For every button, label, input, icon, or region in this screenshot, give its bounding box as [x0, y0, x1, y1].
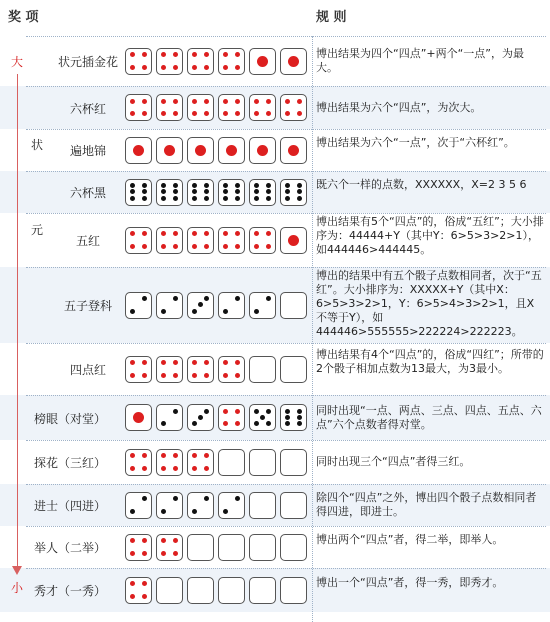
prize-name: 状元插金花: [58, 55, 119, 69]
die-blank-icon: [280, 534, 307, 561]
prize-name: 五红: [76, 234, 101, 248]
rule-text: 同时出现“一点、两点、三点、四点、五点、六点”六个点数者得对堂。: [316, 403, 542, 431]
die-blank-icon: [249, 449, 276, 476]
die-face-5-icon: [249, 404, 276, 431]
prize-name: 五子登科: [64, 299, 113, 313]
die-blank-icon: [249, 356, 276, 383]
prize-header: 奖 项: [8, 10, 39, 25]
die-blank-icon: [280, 292, 307, 319]
prize-row: [0, 343, 550, 395]
rule-text: 博出结果为六个“四点”，为次大。: [316, 100, 482, 114]
die-face-6-icon: [156, 179, 183, 206]
die-face-2-icon: [156, 404, 183, 431]
prize-row: [0, 440, 550, 484]
die-face-4-icon: [125, 534, 152, 561]
rule-text: 博出结果为六个“一点”，次于“六杯红”。: [316, 136, 515, 149]
prize-row: [0, 86, 550, 129]
die-face-4-icon: [280, 94, 307, 121]
rule-header: 规 则: [316, 10, 347, 25]
die-face-4-icon: [187, 94, 214, 121]
dice-group: [125, 213, 307, 267]
prize-name: 进士（四进）: [34, 499, 107, 513]
dice-group: [125, 171, 307, 213]
prize-row: [0, 484, 550, 526]
die-face-4-icon: [125, 449, 152, 476]
die-face-4-icon: [187, 48, 214, 75]
die-face-4-icon: [125, 48, 152, 75]
rule-text: 博出一个“四点”者，得一秀，即秀才。: [316, 576, 504, 589]
dice-group: [125, 129, 307, 171]
die-face-6-icon: [249, 179, 276, 206]
zhuangyuan-label-1: 状: [31, 138, 44, 152]
prize-row: [0, 213, 550, 267]
die-face-4-icon: [218, 356, 245, 383]
prize-row: [0, 171, 550, 213]
dice-group: [125, 484, 307, 526]
die-face-1-icon: [280, 137, 307, 164]
die-face-4-icon: [156, 94, 183, 121]
die-blank-icon: [249, 492, 276, 519]
prize-name: 举人（二举）: [34, 541, 107, 555]
die-face-4-icon: [156, 356, 183, 383]
die-face-2-icon: [187, 492, 214, 519]
die-face-1-icon: [249, 48, 276, 75]
rule-text: 博出结果有5个“四点”的，俗成“五红”；大小排序为：44444+Y（其中Y：6>5>3>2>1），如444446>444445。: [316, 215, 544, 256]
die-face-6-icon: [280, 404, 307, 431]
die-face-4-icon: [156, 48, 183, 75]
prize-name: 四点红: [70, 363, 107, 377]
die-face-6-icon: [218, 179, 245, 206]
die-face-4-icon: [218, 404, 245, 431]
dice-group: [125, 395, 307, 440]
die-face-2-icon: [218, 492, 245, 519]
die-face-4-icon: [125, 356, 152, 383]
prize-row: [0, 129, 550, 171]
die-face-4-icon: [249, 94, 276, 121]
prize-row: [0, 526, 550, 568]
rule-text: 博出两个“四点”者，得二举，即举人。: [316, 533, 504, 546]
prize-name: 榜眼（对堂）: [34, 411, 107, 426]
die-blank-icon: [249, 577, 276, 604]
prize-row: [0, 36, 550, 86]
rank-arrow-line: [17, 74, 18, 568]
rule-text: 既六个一样的点数，XXXXXX，X=2 3 5 6: [316, 178, 527, 191]
die-face-4-icon: [156, 227, 183, 254]
die-face-6-icon: [125, 179, 152, 206]
die-blank-icon: [280, 492, 307, 519]
prize-name: 探花（三红）: [34, 456, 107, 470]
prize-row: [0, 267, 550, 343]
prize-name: 遍地锦: [70, 144, 107, 158]
die-face-1-icon: [218, 137, 245, 164]
die-face-4-icon: [187, 449, 214, 476]
dice-group: [125, 440, 307, 484]
die-face-4-icon: [156, 534, 183, 561]
dice-group: [125, 343, 307, 395]
rank-label-small: 小: [11, 581, 24, 595]
die-face-1-icon: [249, 137, 276, 164]
die-face-1-icon: [187, 137, 214, 164]
die-face-2-icon: [125, 292, 152, 319]
die-blank-icon: [280, 577, 307, 604]
die-face-1-icon: [280, 227, 307, 254]
rank-arrow-down-icon: [12, 566, 22, 575]
die-face-4-icon: [125, 94, 152, 121]
die-face-3-icon: [187, 404, 214, 431]
die-face-4-icon: [187, 356, 214, 383]
die-face-4-icon: [125, 227, 152, 254]
rule-text: 博出结果有4个“四点”的，俗成“四红”；所带的2个骰子相加点数为13最大，为3最小。: [316, 348, 544, 375]
rank-label-big: 大: [11, 55, 24, 69]
die-face-4-icon: [156, 449, 183, 476]
die-blank-icon: [280, 449, 307, 476]
die-face-2-icon: [218, 292, 245, 319]
die-face-4-icon: [218, 227, 245, 254]
die-face-2-icon: [125, 492, 152, 519]
die-face-4-icon: [249, 227, 276, 254]
die-face-6-icon: [187, 179, 214, 206]
die-face-4-icon: [218, 94, 245, 121]
column-divider: [312, 36, 313, 622]
dice-group: [125, 86, 307, 129]
die-face-2-icon: [156, 492, 183, 519]
die-face-1-icon: [280, 48, 307, 75]
prize-row: [0, 568, 550, 612]
rule-text: 除四个“四点”之外，博出四个骰子点数相同者得四进，即进士。: [316, 491, 537, 518]
die-blank-icon: [249, 534, 276, 561]
die-face-2-icon: [249, 292, 276, 319]
die-blank-icon: [156, 577, 183, 604]
prize-name: 秀才（一秀）: [34, 584, 107, 598]
dice-group: [125, 36, 307, 86]
die-face-6-icon: [280, 179, 307, 206]
die-blank-icon: [218, 449, 245, 476]
die-face-4-icon: [125, 577, 152, 604]
prize-name: 六杯黑: [70, 186, 107, 200]
prize-row: [0, 395, 550, 440]
die-face-3-icon: [187, 292, 214, 319]
die-face-4-icon: [187, 227, 214, 254]
die-face-2-icon: [156, 292, 183, 319]
die-blank-icon: [187, 534, 214, 561]
die-blank-icon: [218, 534, 245, 561]
dice-group: [125, 267, 307, 343]
die-face-1-icon: [156, 137, 183, 164]
dice-group: [125, 568, 307, 612]
die-blank-icon: [187, 577, 214, 604]
zhuangyuan-label-2: 元: [31, 223, 44, 237]
die-blank-icon: [280, 356, 307, 383]
prize-name: 六杯红: [70, 101, 107, 116]
dice-group: [125, 526, 307, 568]
die-face-1-icon: [125, 404, 152, 431]
rule-text: 同时出现三个“四点”者得三红。: [316, 455, 471, 468]
rule-text: 博出结果为四个“四点”+两个“一点”，为最大。: [316, 47, 525, 74]
die-blank-icon: [218, 577, 245, 604]
rule-text: 博出的结果中有五个骰子点数相同者，次于“五红”。大小排序为：XXXXX+Y（其中X：6>5>3>2>1，Y：6>5>4>3>2>1，且X不等于Y），如444446>555555>222224>222223。: [316, 269, 542, 338]
die-face-4-icon: [218, 48, 245, 75]
die-face-1-icon: [125, 137, 152, 164]
